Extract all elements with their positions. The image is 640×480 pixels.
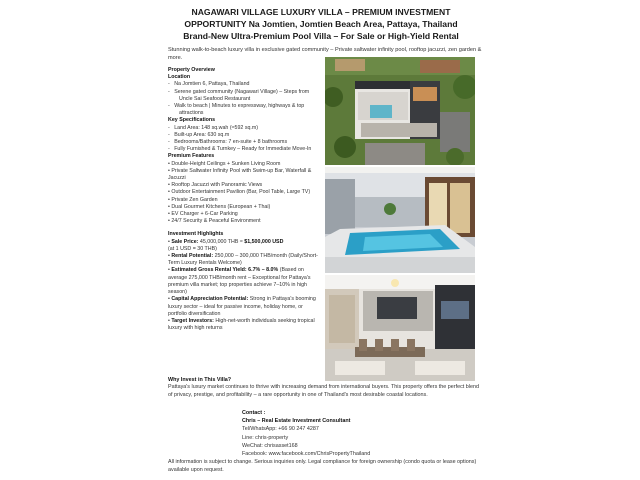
feature-item: • 24/7 Security & Peaceful Environment [168,218,261,225]
contact-line: Line: chris-property [242,434,289,441]
rental-potential: • Rental Potential: 250,000 – 300,000 THB/month (Daily/Short-Term Luxury Rentals Welcome) [168,253,318,267]
feature-item: • Private Saltwater Infinity Pool with Swim-up Bar, Waterfall & Jacuzzi [168,167,312,182]
contact-section [242,409,472,458]
sale-note: (at 1 USD = 30 THB) [168,245,217,252]
feature-item: • Private Zen Garden [168,196,218,203]
title-line-1: NAGAWARI VILLAGE LUXURY VILLA – PREMIUM INVESTMENT [191,7,451,17]
sale-price: • Sale Price: 45,000,000 THB ≈ $1,500,000 USD [168,238,284,245]
why-invest-text: Pattaya's luxury market continues to thrive with increasing demand from international buyers. This property offers the perfect blend of privacy, prestige, and profitability – a rare opportunity in one of Thailand's most desirable coastal locations. [168,384,479,398]
why-invest-section [168,377,480,399]
specs-heading: Key Specifications [168,117,216,124]
location-item: - Na Jomtien 6, Pattaya, Thailand [168,81,250,88]
overview-heading: Property Overview [168,67,215,73]
title-line-2: OPPORTUNITY Na Jomtien, Jomtien Beach Area, Pattaya, Thailand [184,19,458,29]
spec-item: - Bedrooms/Bathrooms: 7 en-suite + 8 bathrooms [168,139,288,146]
details-column [168,67,323,332]
disclaimer-text: All information is subject to change. Serious inquiries only. Legal compliance for foreign ownership (condo quota or lease options) available upon request. [168,459,477,473]
contact-phone: Tel/WhatsApp: +66 90 247 4287 [242,426,319,433]
living-room-photo [325,275,475,381]
rental-yield: • Estimated Gross Rental Yield: 6.7% – 8.0% (Based on average 275,000 THB/month rent – Exceptional for Pattaya's premium villa market; top properties achieve 7–10% in high season) [168,267,311,296]
title-line-3: Brand-New Ultra-Premium Pool Villa – For Sale or High-Yield Rental [183,31,459,41]
spec-item: - Land Area: 148 sq.wah (≈592 sq.m) [168,124,259,131]
location-heading: Location [168,74,191,81]
location-item: - Walk to beach | Minutes to expressway, highways & top attractions [168,103,305,117]
target-investors: • Target Investors: High-net-worth individuals seeking tropical luxury with high returns [168,317,315,332]
feature-item: • Double-Height Ceilings + Sunken Living Room [168,160,281,167]
contact-facebook: Facebook: www.facebook.com/ChrisPropertyThailand [242,451,371,458]
contact-name: Chris – Real Estate Investment Consultant [242,418,351,425]
spec-item: - Fully Furnished & Turnkey – Ready for Immediate Move-In [168,146,312,153]
investment-heading: Investment Highlights [168,231,224,238]
feature-item: • EV Charger + 6-Car Parking [168,211,238,218]
document-title [158,6,484,42]
feature-item: • Dual Gourmet Kitchens (European + Thai) [168,203,271,210]
why-invest-heading: Why Invest in This Villa? [168,377,232,383]
spec-item: - Built-up Area: 630 sq.m [168,131,230,138]
pool-night-photo [325,167,475,273]
features-heading: Premium Features [168,153,215,160]
feature-item: • Outdoor Entertainment Pavilion (Bar, Pool Table, Large TV) [168,189,311,196]
feature-item: • Rooftop Jacuzzi with Panoramic Views [168,182,263,189]
document-page [158,0,484,480]
villa-aerial-photo [325,57,475,165]
location-item: - Serene gated community (Nagawari Village) – Steps from Uncle Sai Seafood Restaurant [168,88,310,102]
intro-text: Stunning walk-to-beach luxury villa in exclusive gated community – Private saltwater infinity pool, rooftop jacuzzi, zen garden & more. [168,47,482,61]
capital-appreciation: • Capital Appreciation Potential: Strong in Pattaya's booming luxury sector – ideal for passive income, holiday home, or portfolio diversification [168,296,316,317]
contact-heading: Contact : [242,410,266,416]
contact-wechat: WeChat: chrisasset168 [242,442,298,449]
